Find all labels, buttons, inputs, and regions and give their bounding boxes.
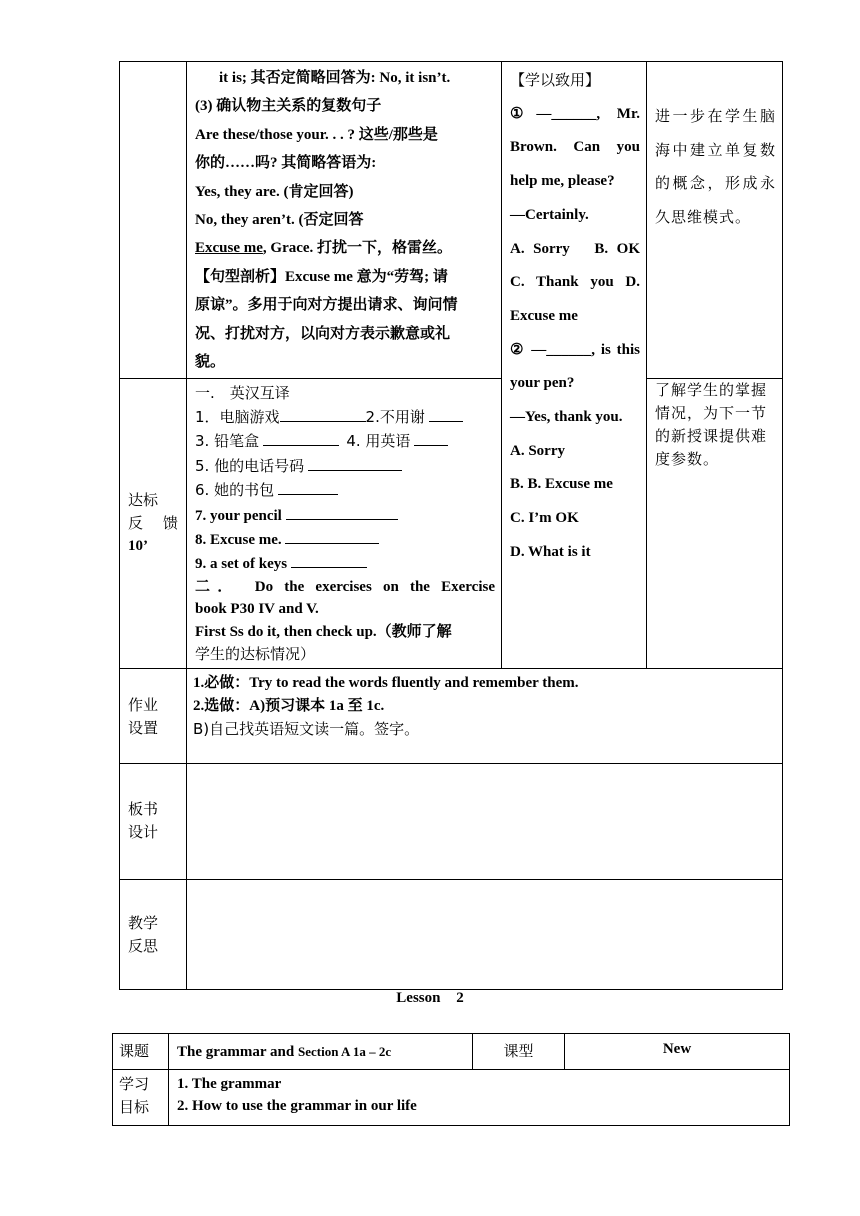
text-line: 原谅”。多用于向对方提出请求、询问情 [195,297,458,314]
answer-blank[interactable] [286,503,398,520]
topic-section: Section A 1a – 2c [297,1043,392,1059]
topic-value [169,1034,473,1070]
exercise-item: 1．电脑游戏 [195,407,280,426]
label-line: 10’ [128,538,148,555]
answer-blank[interactable] [414,429,448,446]
exercise-line [195,551,495,575]
feedback-label-cell [120,379,187,669]
answer-blank[interactable] [308,454,402,471]
practice-cell [502,62,656,669]
text-fragment: Grace. 打扰一下，格雷丝。 [270,240,453,257]
lesson2-header-table [112,1033,790,1126]
label-line: 设计 [128,823,159,842]
text-line: Are these/those your. . . ? 这些/那些是 [195,126,438,143]
practice-q1-answer: —Certainly. [510,206,589,223]
practice-q2-answer: —Yes, thank you. [510,409,623,426]
exercise-line [195,405,495,429]
exercise-item: 8. Excuse me. [195,531,282,548]
text-line: 你的……吗? 其简略答语为: [195,155,377,172]
homework-label-cell [120,669,187,764]
label-line: 反思 [128,937,159,956]
topic-main: The grammar and [177,1043,298,1060]
exercise-line: 二． Do the exercises on the Exercise [195,578,495,595]
underlined-phrase: Excuse me [195,240,263,257]
text-line: (3) 确认物主关系的复数句子 [195,98,382,115]
exercise-heading: 一. 英汉互译 [195,384,290,403]
answer-blank[interactable] [263,429,339,446]
practice-q1-options: A. Sorry B. OK C. Thank you D. Excuse me [510,240,656,324]
exercise-item: 2.不用谢 [365,407,425,426]
answer-blank[interactable] [285,527,379,544]
text-line: it is; 其否定简略回答为: No, it isn’t. [219,70,451,86]
text-line: Excuse me, Grace. 打扰一下，格雷丝。 [195,240,453,257]
exercise-line [195,478,495,502]
goal-item: 2. How to use the grammar in our life [177,1098,417,1114]
practice-option: B. B. Excuse me [510,476,613,493]
lesson-title: Lesson 2 [396,990,464,1006]
practice-option: C. I’m OK [510,510,579,527]
board-label-cell [120,764,187,880]
text-line: No, they aren’t. (否定回答 [195,212,364,229]
label-line: 目标 [119,1098,150,1116]
exercise-item: 5. 他的电话号码 [195,456,305,475]
exercise-item: 4. 用英语 [346,432,411,451]
homework-line: B)自己找英语短文读一篇。签字。 [193,720,420,739]
goal-label [113,1070,169,1126]
label-char: 馈 [162,514,178,533]
label-cell-empty [120,62,187,379]
exercise-line: book P30 IV and V. [195,601,319,618]
reflection-content-cell[interactable] [187,880,783,990]
exercise-line [195,503,495,527]
exercise-line: 学生的达标情况） [195,644,316,663]
label-line [128,512,178,535]
feedback-intent-cell: 了解学生的掌握情况，为下一节的新授课提供难度参数。 [647,379,783,669]
text-line: 貌。 [195,354,226,371]
label-char: 反 [128,514,144,533]
feedback-exercise-cell [187,379,502,669]
reflection-label-cell [120,880,187,990]
practice-title: 【学以致用】 [510,71,601,89]
exercise-line [195,527,495,551]
goals-cell [169,1070,790,1126]
exercise-line [195,429,495,453]
grammar-explanation-cell [187,62,502,379]
practice-q2: ② —______, is this your pen? [510,341,640,392]
answer-blank[interactable] [280,405,366,422]
topic-label: 课题 [113,1034,169,1070]
type-label: 课型 [473,1034,565,1070]
answer-blank[interactable] [429,405,463,422]
homework-content-cell [187,669,783,764]
label-line: 教学 [128,914,159,933]
text-line: Yes, they are. (肯定回答) [195,183,354,200]
practice-option: D. What is it [510,543,591,560]
homework-line: 1.必做：Try to read the words fluently and remember them. [193,675,579,692]
exercise-item: 9. a set of keys [195,556,288,573]
board-content-cell[interactable] [187,764,783,880]
goal-item: 1. The grammar [177,1076,282,1092]
exercise-item: 6. 她的书包 [195,481,275,500]
exercise-line: First Ss do it, then check up.（教师了解 [195,623,452,640]
label-line: 作业 [128,696,159,715]
lesson-plan-table [119,61,783,990]
exercise-item: 7. your pencil [195,507,282,524]
answer-blank[interactable] [291,551,367,568]
design-intent-cell: 进一步在学生脑海中建立单复数的概念，形成永久思维模式。 [647,62,783,379]
exercise-line [195,454,495,478]
practice-option: A. Sorry [510,442,565,459]
homework-line: 2.选做：A)预习课本 1a 至 1c. [193,698,385,715]
label-line: 板书 [128,800,159,819]
label-line: 设置 [128,719,159,738]
exercise-item: 3. 铅笔盒 [195,432,260,451]
answer-blank[interactable] [278,478,338,495]
type-value: New [565,1034,790,1070]
text-line: 【句型剖析】Excuse me 意为“劳驾; 请 [195,268,448,285]
label-line: 学习 [119,1075,150,1093]
label-line: 达标 [128,491,159,510]
practice-q1: ①—______, Mr. Brown. Can you help me, please? [510,105,640,190]
text-line: 况、打扰对方，以向对方表示歉意或礼 [195,325,451,342]
